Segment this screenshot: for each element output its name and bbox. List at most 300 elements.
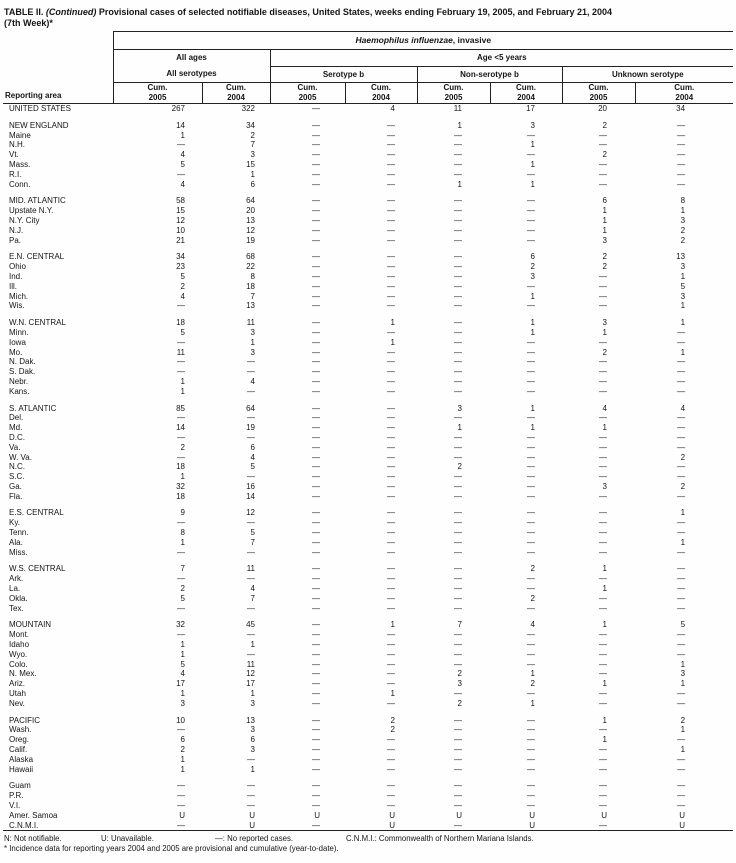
value-cell-unknown-serotype-2004: — <box>677 442 686 452</box>
value-cell-all-serotypes-2004: — <box>247 357 255 367</box>
value-cell-serotype-b-2004: — <box>387 225 395 235</box>
value-cell-serotype-b-2005: — <box>312 196 320 206</box>
value-cell-non-serotype-b-2004: 2 <box>530 593 535 603</box>
title-table-number: TABLE II. <box>4 7 46 17</box>
value-cell-serotype-b-2004: — <box>387 386 395 396</box>
value-cell-unknown-serotype-2005: 20 <box>598 104 607 113</box>
value-cell-serotype-b-2004: — <box>387 403 395 413</box>
value-cell-all-serotypes-2004: 1 <box>250 337 255 347</box>
value-cell-all-serotypes-2005: 14 <box>176 120 185 130</box>
value-cell-all-serotypes-2004: 20 <box>246 206 255 216</box>
value-cell-non-serotype-b-2004: — <box>527 452 535 462</box>
value-cell-unknown-serotype-2004: 3 <box>680 215 686 225</box>
value-cell-all-serotypes-2005: — <box>177 337 185 347</box>
reporting-area-cell: S. Dak. <box>9 367 36 377</box>
value-cell-non-serotype-b-2005: — <box>454 215 462 225</box>
value-cell-non-serotype-b-2004: 3 <box>530 271 535 281</box>
value-cell-all-serotypes-2005: — <box>177 791 185 801</box>
reporting-area-cell: Upstate N.Y. <box>9 206 54 216</box>
value-cell-serotype-b-2004: — <box>387 196 395 206</box>
value-cell-serotype-b-2005: — <box>312 603 320 613</box>
value-cell-unknown-serotype-2005: — <box>599 140 607 150</box>
value-cell-unknown-serotype-2005: 4 <box>602 403 607 413</box>
header-cum-2004 <box>345 83 417 104</box>
value-cell-unknown-serotype-2005: — <box>599 630 607 640</box>
value-cell-non-serotype-b-2005: 1 <box>457 120 462 130</box>
value-cell-serotype-b-2005: — <box>312 252 320 262</box>
value-cell-all-serotypes-2005: 2 <box>180 442 185 452</box>
table-row <box>3 501 733 518</box>
header-cum-2005 <box>113 83 202 104</box>
value-cell-non-serotype-b-2004: 1 <box>530 291 535 301</box>
value-cell-all-serotypes-2005: 4 <box>180 669 185 679</box>
table-row <box>3 557 733 574</box>
table-row <box>3 630 733 640</box>
value-cell-unknown-serotype-2005: — <box>599 491 607 501</box>
value-cell-unknown-serotype-2004: — <box>677 413 686 423</box>
cum-label: Cum. <box>516 83 536 93</box>
reporting-area-cell: Nebr. <box>9 376 29 386</box>
value-cell-non-serotype-b-2005: — <box>454 442 462 452</box>
value-cell-non-serotype-b-2004: — <box>527 603 535 613</box>
value-cell-serotype-b-2004: — <box>387 462 395 472</box>
value-cell-serotype-b-2004: — <box>387 452 395 462</box>
value-cell-unknown-serotype-2004: — <box>677 357 686 367</box>
value-cell-non-serotype-b-2005: — <box>454 735 462 745</box>
table-row <box>3 492 733 502</box>
value-cell-non-serotype-b-2004: — <box>527 367 535 377</box>
table-row <box>3 443 733 453</box>
header-all-ages: All ages <box>176 53 207 63</box>
reporting-area-cell: Conn. <box>9 179 31 189</box>
value-cell-unknown-serotype-2005: — <box>599 452 607 462</box>
value-cell-all-serotypes-2004: 34 <box>246 120 255 130</box>
value-cell-unknown-serotype-2004: — <box>677 593 686 603</box>
header-cum-2005 <box>562 83 635 104</box>
disease-title-header <box>113 32 733 50</box>
value-cell-non-serotype-b-2005: — <box>454 432 462 442</box>
table-row <box>3 236 733 246</box>
value-cell-serotype-b-2004: — <box>387 130 395 140</box>
value-cell-all-serotypes-2004: 3 <box>250 698 255 708</box>
value-cell-all-serotypes-2005: 8 <box>180 528 185 538</box>
value-cell-unknown-serotype-2005: — <box>599 801 607 810</box>
reporting-area-cell: N. Mex. <box>9 669 37 679</box>
value-cell-non-serotype-b-2005: — <box>454 584 462 594</box>
value-cell-non-serotype-b-2005: 3 <box>457 403 462 413</box>
reporting-area-cell: Iowa <box>9 337 26 347</box>
value-cell-serotype-b-2004: — <box>387 574 395 584</box>
value-cell-unknown-serotype-2004: 1 <box>680 745 686 755</box>
value-cell-all-serotypes-2005: 1 <box>180 640 185 650</box>
table-row <box>3 423 733 433</box>
value-cell-serotype-b-2005: — <box>312 159 320 169</box>
value-cell-non-serotype-b-2004: — <box>527 357 535 367</box>
value-cell-non-serotype-b-2005: — <box>454 564 462 574</box>
value-cell-non-serotype-b-2005: — <box>454 508 462 518</box>
value-cell-unknown-serotype-2005: — <box>599 357 607 367</box>
value-cell-unknown-serotype-2004: — <box>677 781 686 791</box>
table-row <box>3 791 733 801</box>
value-cell-non-serotype-b-2004: — <box>527 725 535 735</box>
reporting-area-cell: Kans. <box>9 386 30 396</box>
value-cell-non-serotype-b-2005: — <box>454 337 462 347</box>
table-row <box>3 357 733 367</box>
value-cell-unknown-serotype-2005: — <box>599 508 607 518</box>
value-cell-serotype-b-2005: — <box>312 508 320 518</box>
table-row <box>3 150 733 160</box>
year-label: 2004 <box>227 93 245 102</box>
value-cell-non-serotype-b-2004: — <box>527 518 535 528</box>
reporting-area-cell: D.C. <box>9 432 25 442</box>
table-row <box>3 328 733 338</box>
value-cell-all-serotypes-2004: 1 <box>250 169 255 179</box>
value-cell-serotype-b-2005: — <box>270 821 345 831</box>
value-cell-all-serotypes-2005: — <box>177 547 185 557</box>
value-cell-unknown-serotype-2005: 1 <box>602 715 607 725</box>
value-cell-non-serotype-b-2005: 1 <box>457 179 462 189</box>
value-cell-unknown-serotype-2004: — <box>677 791 686 801</box>
table-row <box>3 755 733 765</box>
value-cell-non-serotype-b-2004: 1 <box>530 698 535 708</box>
value-cell-non-serotype-b-2004: — <box>527 649 535 659</box>
value-cell-serotype-b-2004: — <box>387 347 395 357</box>
value-cell-non-serotype-b-2005: — <box>454 481 462 491</box>
value-cell-unknown-serotype-2004: — <box>677 386 686 396</box>
value-cell-serotype-b-2005: — <box>312 215 320 225</box>
value-cell-serotype-b-2005: — <box>312 620 320 630</box>
value-cell-serotype-b-2005: — <box>312 376 320 386</box>
value-cell-serotype-b-2004: 2 <box>390 715 395 725</box>
value-cell-all-serotypes-2005: 1 <box>180 689 185 699</box>
value-cell-unknown-serotype-2004: — <box>677 698 686 708</box>
value-cell-all-serotypes-2004: 19 <box>246 235 255 245</box>
value-cell-unknown-serotype-2004: — <box>677 649 686 659</box>
value-cell-all-serotypes-2004: 1 <box>250 689 255 699</box>
reporting-area-cell: N.H. <box>9 140 25 150</box>
value-cell-unknown-serotype-2005: — <box>599 669 607 679</box>
value-cell-serotype-b-2005: — <box>312 764 320 774</box>
year-label: 2005 <box>589 93 608 102</box>
disease-suffix: , invasive <box>452 35 492 46</box>
year-label: 2005 <box>444 93 463 102</box>
value-cell-non-serotype-b-2004: — <box>527 574 535 584</box>
value-cell-unknown-serotype-2004: U <box>679 810 686 820</box>
reporting-area-cell: Utah <box>9 689 26 699</box>
value-cell-all-serotypes-2004: — <box>247 472 255 482</box>
value-cell-unknown-serotype-2005: — <box>599 791 607 801</box>
table-row <box>3 594 733 604</box>
reporting-area-cell: Ariz. <box>9 679 25 689</box>
reporting-area-cell: La. <box>9 584 21 594</box>
value-cell-all-serotypes-2005: 4 <box>180 150 185 160</box>
value-cell-all-serotypes-2004: 11 <box>246 659 255 669</box>
cum-label: Cum. <box>226 83 246 93</box>
value-cell-unknown-serotype-2005: — <box>599 649 607 659</box>
value-cell-unknown-serotype-2005: — <box>562 821 635 831</box>
value-cell-all-serotypes-2004: 12 <box>246 669 255 679</box>
value-cell-serotype-b-2004: — <box>387 215 395 225</box>
reporting-area-cell: Del. <box>9 413 24 423</box>
value-cell-serotype-b-2004: — <box>387 679 395 689</box>
reporting-area-cell: Amer. Samoa <box>9 810 58 820</box>
value-cell-unknown-serotype-2004: — <box>677 150 686 160</box>
value-cell-serotype-b-2005: — <box>312 367 320 377</box>
value-cell-non-serotype-b-2005: — <box>454 318 462 328</box>
reporting-area-cell: Ga. <box>9 481 22 491</box>
header-age-under-5: Age <5 years <box>270 50 733 67</box>
value-cell-serotype-b-2005: — <box>312 564 320 574</box>
value-cell-unknown-serotype-2004: 1 <box>680 271 686 281</box>
value-cell-all-serotypes-2005: 4 <box>180 291 185 301</box>
value-cell-non-serotype-b-2004: 1 <box>530 423 535 433</box>
value-cell-serotype-b-2004: — <box>387 547 395 557</box>
value-cell-unknown-serotype-2004: 4 <box>680 403 686 413</box>
reporting-area-cell: Mass. <box>9 159 31 169</box>
value-cell-unknown-serotype-2004: 1 <box>680 679 686 689</box>
value-cell-unknown-serotype-2005: — <box>599 593 607 603</box>
value-cell-unknown-serotype-2005: — <box>599 291 607 301</box>
value-cell-all-serotypes-2005: 10 <box>176 225 185 235</box>
value-cell-all-serotypes-2005: 5 <box>180 327 185 337</box>
reporting-area-cell: N.J. <box>9 225 24 235</box>
reporting-area-cell: Wash. <box>9 725 32 735</box>
value-cell-serotype-b-2004: — <box>387 603 395 613</box>
value-cell-all-serotypes-2005: — <box>177 603 185 613</box>
value-cell-all-serotypes-2005: 32 <box>176 481 185 491</box>
reporting-area-cell: Wyo. <box>9 649 28 659</box>
value-cell-serotype-b-2005: — <box>312 528 320 538</box>
reporting-area-cell: Vt. <box>9 150 19 160</box>
value-cell-all-serotypes-2005: 1 <box>180 754 185 764</box>
value-cell-unknown-serotype-2004: — <box>677 130 686 140</box>
value-cell-all-serotypes-2004: 17 <box>246 679 255 689</box>
value-cell-unknown-serotype-2005: — <box>599 689 607 699</box>
value-cell-all-serotypes-2004: 4 <box>250 452 255 462</box>
value-cell-serotype-b-2004: — <box>387 169 395 179</box>
value-cell-unknown-serotype-2004: 3 <box>680 262 686 272</box>
reporting-area-cell: V.I. <box>9 801 21 810</box>
value-cell-serotype-b-2004: — <box>387 528 395 538</box>
value-cell-non-serotype-b-2004: — <box>527 801 535 810</box>
table-row <box>3 387 733 397</box>
value-cell-serotype-b-2004: — <box>387 745 395 755</box>
value-cell-all-serotypes-2004: 22 <box>246 262 255 272</box>
footnote-unavailable: U: Unavailable. <box>101 834 154 844</box>
value-cell-all-serotypes-2004: 3 <box>250 725 255 735</box>
cum-label: Cum. <box>297 83 318 93</box>
value-cell-serotype-b-2005: — <box>312 120 320 130</box>
value-cell-unknown-serotype-2004: — <box>677 179 686 189</box>
reporting-area-cell: Okla. <box>9 593 28 603</box>
value-cell-all-serotypes-2004: — <box>247 386 255 396</box>
value-cell-serotype-b-2004: — <box>387 801 395 810</box>
header-cum-2004 <box>202 83 270 104</box>
reporting-area-cell: Fla. <box>9 491 23 501</box>
footnote-no-reported-cases: —: No reported cases. <box>215 834 294 844</box>
cum-label: Cum. <box>147 83 168 93</box>
reporting-area-cell: MID. ATLANTIC <box>9 196 66 206</box>
value-cell-all-serotypes-2004: 1 <box>250 640 255 650</box>
value-cell-non-serotype-b-2005: 1 <box>457 423 462 433</box>
value-cell-all-serotypes-2004: — <box>247 574 255 584</box>
value-cell-serotype-b-2005: — <box>312 130 320 140</box>
value-cell-all-serotypes-2004: 13 <box>246 215 255 225</box>
value-cell-all-serotypes-2004: 15 <box>246 159 255 169</box>
value-cell-serotype-b-2005: — <box>312 491 320 501</box>
value-cell-all-serotypes-2005: U <box>179 810 185 820</box>
value-cell-serotype-b-2005: — <box>312 432 320 442</box>
reporting-area-cell: W. Va. <box>9 452 32 462</box>
value-cell-unknown-serotype-2004: — <box>677 735 686 745</box>
value-cell-unknown-serotype-2004: — <box>677 327 686 337</box>
value-cell-unknown-serotype-2005: — <box>599 745 607 755</box>
header-cum-2005 <box>417 83 490 104</box>
value-cell-unknown-serotype-2004: 13 <box>676 252 686 262</box>
value-cell-serotype-b-2005: — <box>312 745 320 755</box>
value-cell-unknown-serotype-2005: — <box>599 754 607 764</box>
table-row <box>3 472 733 482</box>
table-row <box>3 604 733 614</box>
value-cell-non-serotype-b-2004: — <box>527 442 535 452</box>
value-cell-all-serotypes-2004: 13 <box>246 715 255 725</box>
value-cell-all-serotypes-2005: 1 <box>180 386 185 396</box>
value-cell-non-serotype-b-2004: U <box>529 810 535 820</box>
value-cell-all-serotypes-2004: 64 <box>246 196 255 206</box>
table-row <box>3 413 733 423</box>
value-cell-non-serotype-b-2004: — <box>527 659 535 669</box>
value-cell-non-serotype-b-2005: — <box>454 547 462 557</box>
value-cell-unknown-serotype-2005: — <box>599 432 607 442</box>
reporting-area-cell: Wis. <box>9 301 25 311</box>
table-row <box>3 282 733 292</box>
value-cell-unknown-serotype-2004: 2 <box>680 452 686 462</box>
value-cell-unknown-serotype-2005: — <box>599 386 607 396</box>
value-cell-non-serotype-b-2005: — <box>454 252 462 262</box>
value-cell-non-serotype-b-2005: — <box>454 472 462 482</box>
value-cell-unknown-serotype-2004: 1 <box>680 508 686 518</box>
value-cell-all-serotypes-2005: 7 <box>180 564 185 574</box>
value-cell-non-serotype-b-2005: — <box>454 518 462 528</box>
table-row <box>3 453 733 463</box>
value-cell-unknown-serotype-2004: — <box>677 547 686 557</box>
table-row <box>3 206 733 216</box>
value-cell-non-serotype-b-2004: — <box>527 481 535 491</box>
value-cell-non-serotype-b-2004: — <box>527 130 535 140</box>
reporting-area-cell: Pa. <box>9 235 22 245</box>
value-cell-non-serotype-b-2004: 1 <box>530 318 535 328</box>
value-cell-unknown-serotype-2005: — <box>599 130 607 140</box>
value-cell-unknown-serotype-2005: 6 <box>602 196 607 206</box>
reporting-area-header: Reporting area <box>3 32 113 104</box>
year-label: 2005 <box>298 93 317 102</box>
value-cell-serotype-b-2005: — <box>312 462 320 472</box>
value-cell-all-serotypes-2004: 3 <box>250 150 255 160</box>
value-cell-serotype-b-2005: — <box>312 452 320 462</box>
page-title <box>0 0 736 29</box>
year-label: 2004 <box>675 93 694 102</box>
value-cell-non-serotype-b-2005: 11 <box>453 104 462 113</box>
value-cell-all-serotypes-2004: 322 <box>241 104 255 113</box>
value-cell-non-serotype-b-2004: 2 <box>530 262 535 272</box>
value-cell-unknown-serotype-2005: 1 <box>602 564 607 574</box>
value-cell-unknown-serotype-2005: — <box>599 442 607 452</box>
value-cell-non-serotype-b-2005: — <box>454 528 462 538</box>
value-cell-non-serotype-b-2005: — <box>454 649 462 659</box>
value-cell-all-serotypes-2004: 68 <box>246 252 255 262</box>
value-cell-unknown-serotype-2005: 3 <box>602 235 607 245</box>
value-cell-unknown-serotype-2004: 2 <box>680 715 686 725</box>
value-cell-serotype-b-2004: — <box>387 291 395 301</box>
value-cell-all-serotypes-2005: 4 <box>180 179 185 189</box>
reporting-area-cell: Mich. <box>9 291 29 301</box>
value-cell-serotype-b-2004: — <box>387 423 395 433</box>
value-cell-non-serotype-b-2005: — <box>454 715 462 725</box>
value-cell-serotype-b-2004: — <box>387 593 395 603</box>
value-cell-unknown-serotype-2005: U <box>601 810 607 820</box>
value-cell-all-serotypes-2004: 8 <box>250 271 255 281</box>
table-row <box>3 811 733 821</box>
value-cell-unknown-serotype-2005: — <box>599 376 607 386</box>
value-cell-unknown-serotype-2005: — <box>599 472 607 482</box>
value-cell-unknown-serotype-2004: 2 <box>680 225 686 235</box>
value-cell-unknown-serotype-2005: 1 <box>602 679 607 689</box>
value-cell-all-serotypes-2005: 12 <box>176 215 185 225</box>
value-cell-serotype-b-2004: — <box>387 327 395 337</box>
year-label: 2004 <box>372 93 390 102</box>
value-cell-non-serotype-b-2004: — <box>527 413 535 423</box>
value-cell-serotype-b-2004: — <box>387 630 395 640</box>
reporting-area-cell: Calif. <box>9 745 28 755</box>
value-cell-unknown-serotype-2005: 2 <box>602 347 607 357</box>
value-cell-non-serotype-b-2004: — <box>527 584 535 594</box>
reporting-area-cell: Ill. <box>9 281 17 291</box>
value-cell-serotype-b-2005: — <box>312 442 320 452</box>
value-cell-non-serotype-b-2004: — <box>527 150 535 160</box>
value-cell-unknown-serotype-2004: — <box>677 574 686 584</box>
value-cell-non-serotype-b-2004: — <box>527 301 535 311</box>
title-text: Provisional cases of selected notifiable diseases, United States, weeks ending February 19, 2005, and February 21, 2004 <box>96 7 613 17</box>
value-cell-serotype-b-2004: — <box>387 367 395 377</box>
header-serotype-b: Serotype b <box>270 67 417 83</box>
value-cell-all-serotypes-2005: 1 <box>180 130 185 140</box>
value-cell-serotype-b-2005: — <box>312 537 320 547</box>
value-cell-serotype-b-2004: — <box>387 640 395 650</box>
value-cell-non-serotype-b-2005: — <box>454 801 462 810</box>
value-cell-serotype-b-2004: — <box>387 206 395 216</box>
value-cell-serotype-b-2005: — <box>312 518 320 528</box>
value-cell-all-serotypes-2005: 14 <box>176 423 185 433</box>
value-cell-all-serotypes-2005: 5 <box>180 159 185 169</box>
table-row <box>3 689 733 699</box>
value-cell-serotype-b-2005: — <box>312 347 320 357</box>
value-cell-non-serotype-b-2004: — <box>527 472 535 482</box>
header-unknown-serotype: Unknown serotype <box>562 67 733 83</box>
value-cell-serotype-b-2005: — <box>312 386 320 396</box>
value-cell-serotype-b-2004: U <box>389 810 395 820</box>
footnotes <box>4 834 736 853</box>
value-cell-non-serotype-b-2004: 1 <box>530 140 535 150</box>
table-row <box>3 774 733 791</box>
value-cell-all-serotypes-2005: 18 <box>176 462 185 472</box>
reporting-area-cell: Guam <box>9 781 31 791</box>
value-cell-unknown-serotype-2005: — <box>599 367 607 377</box>
value-cell-all-serotypes-2005: 5 <box>180 593 185 603</box>
table-body <box>3 104 733 831</box>
value-cell-serotype-b-2004: — <box>387 481 395 491</box>
value-cell-non-serotype-b-2005: — <box>454 491 462 501</box>
value-cell-non-serotype-b-2005: — <box>454 754 462 764</box>
